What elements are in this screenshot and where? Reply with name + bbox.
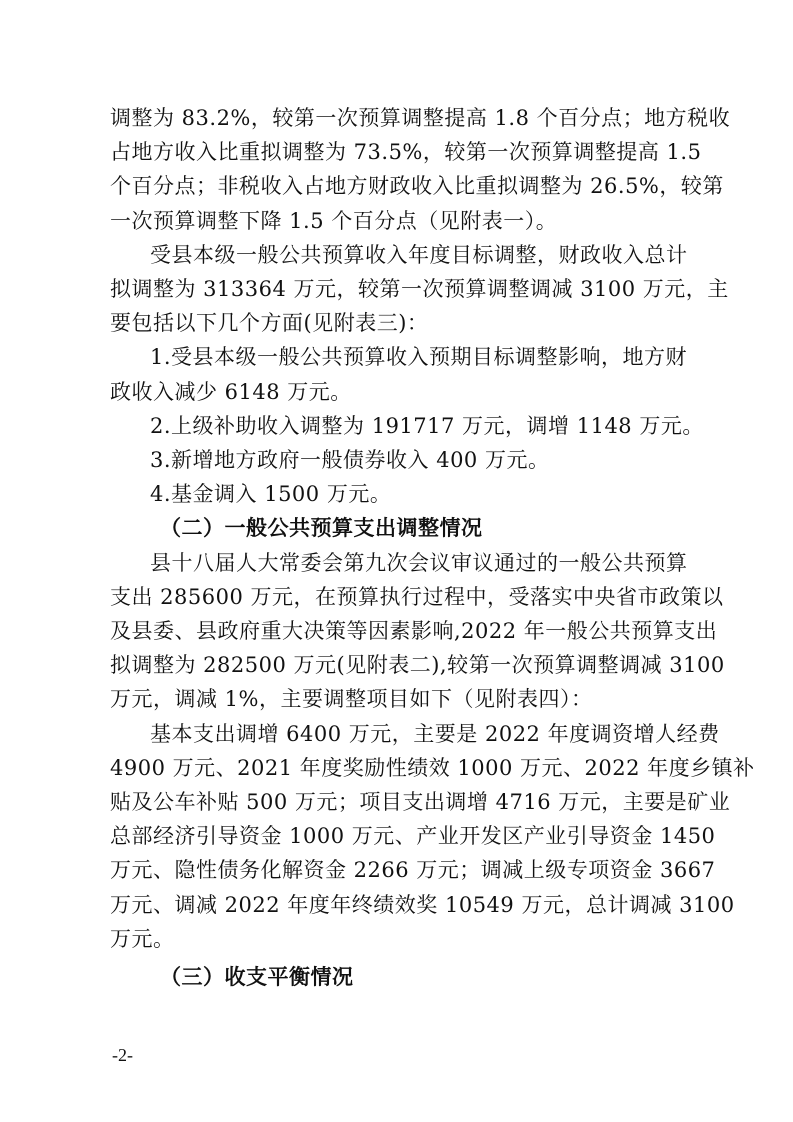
list-item: 3.新增地方政府一般债券收入 400 万元。 (150, 448, 550, 472)
paragraph-line: 万元。 (110, 927, 175, 951)
paragraph-line: 一次预算调整下降 1.5 个百分点（见附表一）。 (110, 209, 558, 233)
paragraph-line: 总部经济引导资金 1000 万元、产业开发区产业引导资金 1450 (110, 824, 716, 848)
paragraph-line: 拟调整为 313364 万元，较第一次预算调整调减 3100 万元，主 (110, 277, 729, 301)
paragraph-line: 要包括以下几个方面(见附表三)： (110, 311, 429, 335)
paragraph-line: 基本支出调增 6400 万元，主要是 2022 年度调资增人经费 (150, 722, 720, 746)
paragraph-line: 支出 285600 万元，在预算执行过程中，受落实中央省市政策以 (110, 585, 724, 609)
paragraph-line: 万元，调减 1%，主要调整项目如下（见附表四）： (110, 687, 593, 711)
section-heading: （二）一般公共预算支出调整情况 (160, 515, 483, 540)
list-item: 1.受县本级一般公共预算收入预期目标调整影响，地方财 (150, 345, 688, 369)
section-heading: （三）收支平衡情况 (160, 964, 354, 989)
paragraph-line: 县十八届人大常委会第九次会议审议通过的一般公共预算 (150, 551, 688, 575)
paragraph-line: 贴及公车补贴 500 万元；项目支出调增 4716 万元，主要是矿业 (110, 790, 731, 814)
paragraph-line: 占地方收入比重拟调整为 73.5%，较第一次预算调整提高 1.5 (110, 140, 702, 164)
list-item: 政收入减少 6148 万元。 (110, 380, 352, 404)
paragraph-line: 受县本级一般公共预算收入年度目标调整，财政收入总计 (150, 243, 688, 267)
paragraph-line: 万元、调减 2022 年度年终绩效奖 10549 万元，总计调减 3100 (110, 893, 735, 917)
paragraph-line: 个百分点；非税收入占地方财政收入比重拟调整为 26.5%，较第 (110, 174, 724, 198)
list-item: 4.基金调入 1500 万元。 (150, 482, 392, 506)
list-item: 2.上级补助收入调整为 191717 万元，调增 1148 万元。 (150, 414, 704, 438)
paragraph-line: 万元、隐性债务化解资金 2266 万元；调减上级专项资金 3667 (110, 858, 716, 882)
page-number: -2- (112, 1045, 133, 1065)
paragraph-line: 调整为 83.2%，较第一次预算调整提高 1.8 个百分点；地方税收 (110, 106, 731, 130)
paragraph-line: 4900 万元、2021 年度奖励性绩效 1000 万元、2022 年度乡镇补 (110, 756, 755, 780)
paragraph-line: 拟调整为 282500 万元(见附表二),较第一次预算调整调减 3100 (110, 653, 725, 677)
paragraph-line: 及县委、县政府重大决策等因素影响,2022 年一般公共预算支出 (110, 619, 718, 643)
